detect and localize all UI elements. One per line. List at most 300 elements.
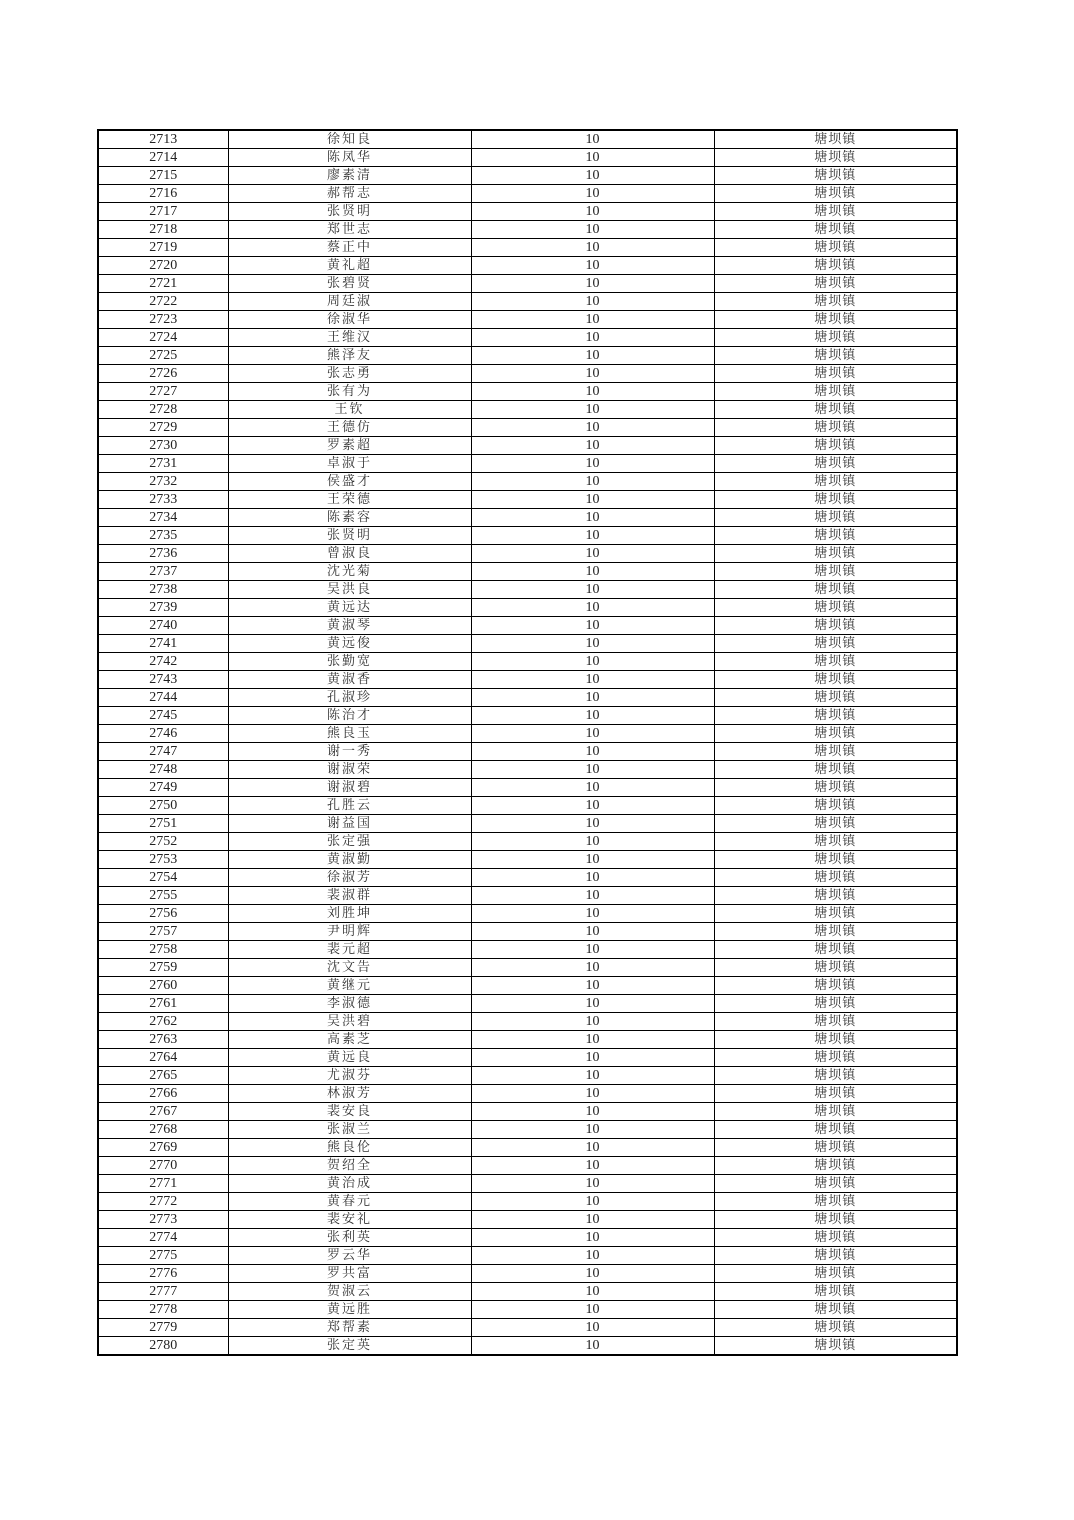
town-cell: 塘坝镇 — [714, 1121, 957, 1139]
town-cell: 塘坝镇 — [714, 1301, 957, 1319]
town-cell: 塘坝镇 — [714, 905, 957, 923]
table-row — [98, 851, 957, 869]
row-number-cell: 2714 — [98, 149, 228, 167]
name-cell: 周廷淑 — [228, 293, 471, 311]
town-cell: 塘坝镇 — [714, 545, 957, 563]
amount-cell: 10 — [471, 311, 714, 329]
town-cell: 塘坝镇 — [714, 527, 957, 545]
name-cell: 裴安礼 — [228, 1211, 471, 1229]
table-row — [98, 1301, 957, 1319]
amount-cell: 10 — [471, 779, 714, 797]
amount-cell: 10 — [471, 1283, 714, 1301]
row-number-cell: 2713 — [98, 130, 228, 149]
table-row — [98, 1103, 957, 1121]
row-number-cell: 2718 — [98, 221, 228, 239]
row-number-cell: 2777 — [98, 1283, 228, 1301]
town-cell: 塘坝镇 — [714, 347, 957, 365]
row-number-cell: 2732 — [98, 473, 228, 491]
name-cell: 郝帮志 — [228, 185, 471, 203]
row-number-cell: 2745 — [98, 707, 228, 725]
amount-cell: 10 — [471, 527, 714, 545]
table-row — [98, 311, 957, 329]
amount-cell: 10 — [471, 923, 714, 941]
amount-cell: 10 — [471, 383, 714, 401]
table-row — [98, 1211, 957, 1229]
name-cell: 黄远良 — [228, 1049, 471, 1067]
name-cell: 张勤宽 — [228, 653, 471, 671]
row-number-cell: 2756 — [98, 905, 228, 923]
amount-cell: 10 — [471, 401, 714, 419]
amount-cell: 10 — [471, 725, 714, 743]
amount-cell: 10 — [471, 1067, 714, 1085]
table-row — [98, 671, 957, 689]
amount-cell: 10 — [471, 959, 714, 977]
name-cell: 裴淑群 — [228, 887, 471, 905]
table-row — [98, 779, 957, 797]
name-cell: 罗共富 — [228, 1265, 471, 1283]
row-number-cell: 2730 — [98, 437, 228, 455]
table-row — [98, 1067, 957, 1085]
amount-cell: 10 — [471, 437, 714, 455]
town-cell: 塘坝镇 — [714, 1283, 957, 1301]
town-cell: 塘坝镇 — [714, 275, 957, 293]
table-row — [98, 1247, 957, 1265]
name-cell: 黄远俊 — [228, 635, 471, 653]
table-row — [98, 653, 957, 671]
table-row — [98, 563, 957, 581]
table-row — [98, 419, 957, 437]
name-cell: 黄远达 — [228, 599, 471, 617]
row-number-cell: 2757 — [98, 923, 228, 941]
table-row — [98, 1319, 957, 1337]
amount-cell: 10 — [471, 617, 714, 635]
amount-cell: 10 — [471, 257, 714, 275]
row-number-cell: 2717 — [98, 203, 228, 221]
row-number-cell: 2723 — [98, 311, 228, 329]
name-cell: 张淑兰 — [228, 1121, 471, 1139]
name-cell: 尹明辉 — [228, 923, 471, 941]
table-row — [98, 491, 957, 509]
town-cell: 塘坝镇 — [714, 1193, 957, 1211]
row-number-cell: 2774 — [98, 1229, 228, 1247]
row-number-cell: 2776 — [98, 1265, 228, 1283]
name-cell: 张贤明 — [228, 527, 471, 545]
row-number-cell: 2775 — [98, 1247, 228, 1265]
table-row — [98, 239, 957, 257]
name-cell: 张碧贤 — [228, 275, 471, 293]
amount-cell: 10 — [471, 419, 714, 437]
amount-cell: 10 — [471, 1301, 714, 1319]
town-cell: 塘坝镇 — [714, 1139, 957, 1157]
table-row — [98, 725, 957, 743]
row-number-cell: 2773 — [98, 1211, 228, 1229]
town-cell: 塘坝镇 — [714, 1265, 957, 1283]
amount-cell: 10 — [471, 941, 714, 959]
row-number-cell: 2764 — [98, 1049, 228, 1067]
table-row — [98, 905, 957, 923]
amount-cell: 10 — [471, 149, 714, 167]
row-number-cell: 2770 — [98, 1157, 228, 1175]
name-cell: 高素芝 — [228, 1031, 471, 1049]
name-cell: 陈治才 — [228, 707, 471, 725]
name-cell: 罗素超 — [228, 437, 471, 455]
row-number-cell: 2767 — [98, 1103, 228, 1121]
table-row — [98, 995, 957, 1013]
row-number-cell: 2716 — [98, 185, 228, 203]
table-row — [98, 869, 957, 887]
row-number-cell: 2744 — [98, 689, 228, 707]
row-number-cell: 2769 — [98, 1139, 228, 1157]
town-cell: 塘坝镇 — [714, 1103, 957, 1121]
name-cell: 张有为 — [228, 383, 471, 401]
amount-cell: 10 — [471, 1103, 714, 1121]
name-cell: 黄礼超 — [228, 257, 471, 275]
table-row — [98, 887, 957, 905]
name-cell: 裴安良 — [228, 1103, 471, 1121]
table-row — [98, 797, 957, 815]
town-cell: 塘坝镇 — [714, 185, 957, 203]
town-cell: 塘坝镇 — [714, 221, 957, 239]
name-cell: 黄淑勤 — [228, 851, 471, 869]
town-cell: 塘坝镇 — [714, 707, 957, 725]
row-number-cell: 2724 — [98, 329, 228, 347]
amount-cell: 10 — [471, 833, 714, 851]
town-cell: 塘坝镇 — [714, 1247, 957, 1265]
name-cell: 贺淑云 — [228, 1283, 471, 1301]
amount-cell: 10 — [471, 130, 714, 149]
table-row — [98, 941, 957, 959]
row-number-cell: 2765 — [98, 1067, 228, 1085]
town-cell: 塘坝镇 — [714, 203, 957, 221]
row-number-cell: 2766 — [98, 1085, 228, 1103]
table-row — [98, 1049, 957, 1067]
name-cell: 罗云华 — [228, 1247, 471, 1265]
town-cell: 塘坝镇 — [714, 581, 957, 599]
row-number-cell: 2759 — [98, 959, 228, 977]
row-number-cell: 2762 — [98, 1013, 228, 1031]
amount-cell: 10 — [471, 653, 714, 671]
town-cell: 塘坝镇 — [714, 1337, 957, 1356]
town-cell: 塘坝镇 — [714, 257, 957, 275]
town-cell: 塘坝镇 — [714, 311, 957, 329]
town-cell: 塘坝镇 — [714, 167, 957, 185]
row-number-cell: 2715 — [98, 167, 228, 185]
table-row — [98, 977, 957, 995]
name-cell: 陈凤华 — [228, 149, 471, 167]
town-cell: 塘坝镇 — [714, 797, 957, 815]
table-row — [98, 599, 957, 617]
row-number-cell: 2755 — [98, 887, 228, 905]
town-cell: 塘坝镇 — [714, 1157, 957, 1175]
row-number-cell: 2742 — [98, 653, 228, 671]
name-cell: 贺绍全 — [228, 1157, 471, 1175]
town-cell: 塘坝镇 — [714, 239, 957, 257]
name-cell: 黄治成 — [228, 1175, 471, 1193]
town-cell: 塘坝镇 — [714, 1319, 957, 1337]
name-cell: 黄继元 — [228, 977, 471, 995]
town-cell: 塘坝镇 — [714, 815, 957, 833]
table-row — [98, 833, 957, 851]
name-cell: 林淑芳 — [228, 1085, 471, 1103]
table-row — [98, 581, 957, 599]
town-cell: 塘坝镇 — [714, 149, 957, 167]
row-number-cell: 2760 — [98, 977, 228, 995]
town-cell: 塘坝镇 — [714, 959, 957, 977]
row-number-cell: 2719 — [98, 239, 228, 257]
table-row — [98, 617, 957, 635]
amount-cell: 10 — [471, 167, 714, 185]
town-cell: 塘坝镇 — [714, 383, 957, 401]
name-cell: 蔡正中 — [228, 239, 471, 257]
table-row — [98, 130, 957, 149]
amount-cell: 10 — [471, 293, 714, 311]
row-number-cell: 2754 — [98, 869, 228, 887]
row-number-cell: 2751 — [98, 815, 228, 833]
table-row — [98, 329, 957, 347]
row-number-cell: 2768 — [98, 1121, 228, 1139]
town-cell: 塘坝镇 — [714, 1229, 957, 1247]
table-row — [98, 635, 957, 653]
table-row — [98, 257, 957, 275]
name-cell: 熊良伦 — [228, 1139, 471, 1157]
name-cell: 廖素清 — [228, 167, 471, 185]
table-row — [98, 203, 957, 221]
town-cell: 塘坝镇 — [714, 869, 957, 887]
name-cell: 孔胜云 — [228, 797, 471, 815]
town-cell: 塘坝镇 — [714, 130, 957, 149]
row-number-cell: 2778 — [98, 1301, 228, 1319]
town-cell: 塘坝镇 — [714, 1085, 957, 1103]
town-cell: 塘坝镇 — [714, 329, 957, 347]
name-cell: 王德仿 — [228, 419, 471, 437]
amount-cell: 10 — [471, 599, 714, 617]
name-cell: 郑帮素 — [228, 1319, 471, 1337]
amount-cell: 10 — [471, 995, 714, 1013]
name-cell: 黄淑香 — [228, 671, 471, 689]
town-cell: 塘坝镇 — [714, 293, 957, 311]
row-number-cell: 2737 — [98, 563, 228, 581]
name-cell: 李淑德 — [228, 995, 471, 1013]
name-cell: 徐淑芳 — [228, 869, 471, 887]
table-row — [98, 167, 957, 185]
amount-cell: 10 — [471, 815, 714, 833]
name-cell: 曾淑良 — [228, 545, 471, 563]
name-cell: 谢一秀 — [228, 743, 471, 761]
town-cell: 塘坝镇 — [714, 977, 957, 995]
town-cell: 塘坝镇 — [714, 833, 957, 851]
town-cell: 塘坝镇 — [714, 743, 957, 761]
town-cell: 塘坝镇 — [714, 923, 957, 941]
row-number-cell: 2750 — [98, 797, 228, 815]
name-cell: 谢淑碧 — [228, 779, 471, 797]
name-cell: 徐淑华 — [228, 311, 471, 329]
town-cell: 塘坝镇 — [714, 1031, 957, 1049]
row-number-cell: 2763 — [98, 1031, 228, 1049]
row-number-cell: 2779 — [98, 1319, 228, 1337]
town-cell: 塘坝镇 — [714, 761, 957, 779]
name-cell: 吴洪碧 — [228, 1013, 471, 1031]
amount-cell: 10 — [471, 851, 714, 869]
table-row — [98, 1013, 957, 1031]
amount-cell: 10 — [471, 671, 714, 689]
amount-cell: 10 — [471, 797, 714, 815]
row-number-cell: 2741 — [98, 635, 228, 653]
amount-cell: 10 — [471, 761, 714, 779]
name-cell: 徐知良 — [228, 130, 471, 149]
row-number-cell: 2749 — [98, 779, 228, 797]
town-cell: 塘坝镇 — [714, 491, 957, 509]
table-row — [98, 401, 957, 419]
town-cell: 塘坝镇 — [714, 887, 957, 905]
name-cell: 张定英 — [228, 1337, 471, 1356]
amount-cell: 10 — [471, 1247, 714, 1265]
amount-cell: 10 — [471, 365, 714, 383]
table-row — [98, 689, 957, 707]
row-number-cell: 2721 — [98, 275, 228, 293]
name-cell: 王荣德 — [228, 491, 471, 509]
name-cell: 沈文告 — [228, 959, 471, 977]
table-row — [98, 815, 957, 833]
table-row — [98, 1031, 957, 1049]
name-cell: 张定强 — [228, 833, 471, 851]
table-row — [98, 455, 957, 473]
row-number-cell: 2748 — [98, 761, 228, 779]
row-number-cell: 2771 — [98, 1175, 228, 1193]
row-number-cell: 2738 — [98, 581, 228, 599]
name-cell: 谢淑荣 — [228, 761, 471, 779]
amount-cell: 10 — [471, 1229, 714, 1247]
row-number-cell: 2753 — [98, 851, 228, 869]
town-cell: 塘坝镇 — [714, 473, 957, 491]
row-number-cell: 2729 — [98, 419, 228, 437]
name-cell: 黄淑琴 — [228, 617, 471, 635]
row-number-cell: 2736 — [98, 545, 228, 563]
name-cell: 熊良玉 — [228, 725, 471, 743]
town-cell: 塘坝镇 — [714, 1013, 957, 1031]
row-number-cell: 2727 — [98, 383, 228, 401]
name-cell: 张贤明 — [228, 203, 471, 221]
table-row — [98, 509, 957, 527]
amount-cell: 10 — [471, 887, 714, 905]
amount-cell: 10 — [471, 203, 714, 221]
amount-cell: 10 — [471, 473, 714, 491]
table-row — [98, 437, 957, 455]
name-cell: 张利英 — [228, 1229, 471, 1247]
amount-cell: 10 — [471, 491, 714, 509]
row-number-cell: 2780 — [98, 1337, 228, 1356]
town-cell: 塘坝镇 — [714, 779, 957, 797]
town-cell: 塘坝镇 — [714, 941, 957, 959]
row-number-cell: 2733 — [98, 491, 228, 509]
name-cell: 王钦 — [228, 401, 471, 419]
amount-cell: 10 — [471, 1139, 714, 1157]
row-number-cell: 2728 — [98, 401, 228, 419]
name-cell: 吴洪良 — [228, 581, 471, 599]
town-cell: 塘坝镇 — [714, 455, 957, 473]
row-number-cell: 2746 — [98, 725, 228, 743]
row-number-cell: 2740 — [98, 617, 228, 635]
name-cell: 卓淑于 — [228, 455, 471, 473]
amount-cell: 10 — [471, 977, 714, 995]
row-number-cell: 2725 — [98, 347, 228, 365]
town-cell: 塘坝镇 — [714, 635, 957, 653]
row-number-cell: 2726 — [98, 365, 228, 383]
data-table — [97, 129, 958, 1356]
town-cell: 塘坝镇 — [714, 419, 957, 437]
name-cell: 张志勇 — [228, 365, 471, 383]
amount-cell: 10 — [471, 1085, 714, 1103]
table-row — [98, 1085, 957, 1103]
table-row — [98, 365, 957, 383]
name-cell: 黄春元 — [228, 1193, 471, 1211]
table-body — [98, 130, 957, 1355]
table-row — [98, 383, 957, 401]
amount-cell: 10 — [471, 1337, 714, 1356]
name-cell: 刘胜坤 — [228, 905, 471, 923]
amount-cell: 10 — [471, 1193, 714, 1211]
row-number-cell: 2734 — [98, 509, 228, 527]
row-number-cell: 2747 — [98, 743, 228, 761]
table-row — [98, 221, 957, 239]
amount-cell: 10 — [471, 869, 714, 887]
name-cell: 熊泽友 — [228, 347, 471, 365]
row-number-cell: 2731 — [98, 455, 228, 473]
name-cell: 谢益国 — [228, 815, 471, 833]
amount-cell: 10 — [471, 509, 714, 527]
name-cell: 陈素容 — [228, 509, 471, 527]
amount-cell: 10 — [471, 1175, 714, 1193]
row-number-cell: 2735 — [98, 527, 228, 545]
name-cell: 裴元超 — [228, 941, 471, 959]
amount-cell: 10 — [471, 239, 714, 257]
table-row — [98, 1229, 957, 1247]
row-number-cell: 2743 — [98, 671, 228, 689]
town-cell: 塘坝镇 — [714, 365, 957, 383]
table-row — [98, 1193, 957, 1211]
town-cell: 塘坝镇 — [714, 995, 957, 1013]
table-row — [98, 761, 957, 779]
table-row — [98, 149, 957, 167]
table-row — [98, 293, 957, 311]
table-row — [98, 527, 957, 545]
amount-cell: 10 — [471, 635, 714, 653]
town-cell: 塘坝镇 — [714, 851, 957, 869]
town-cell: 塘坝镇 — [714, 1175, 957, 1193]
row-number-cell: 2722 — [98, 293, 228, 311]
amount-cell: 10 — [471, 185, 714, 203]
town-cell: 塘坝镇 — [714, 725, 957, 743]
table-row — [98, 1265, 957, 1283]
table-row — [98, 347, 957, 365]
amount-cell: 10 — [471, 1013, 714, 1031]
amount-cell: 10 — [471, 707, 714, 725]
row-number-cell: 2720 — [98, 257, 228, 275]
town-cell: 塘坝镇 — [714, 671, 957, 689]
amount-cell: 10 — [471, 1157, 714, 1175]
amount-cell: 10 — [471, 455, 714, 473]
amount-cell: 10 — [471, 1319, 714, 1337]
amount-cell: 10 — [471, 347, 714, 365]
table-row — [98, 545, 957, 563]
table-row — [98, 707, 957, 725]
town-cell: 塘坝镇 — [714, 401, 957, 419]
amount-cell: 10 — [471, 1031, 714, 1049]
town-cell: 塘坝镇 — [714, 509, 957, 527]
amount-cell: 10 — [471, 545, 714, 563]
table-row — [98, 185, 957, 203]
name-cell: 沈光菊 — [228, 563, 471, 581]
table-row — [98, 1121, 957, 1139]
